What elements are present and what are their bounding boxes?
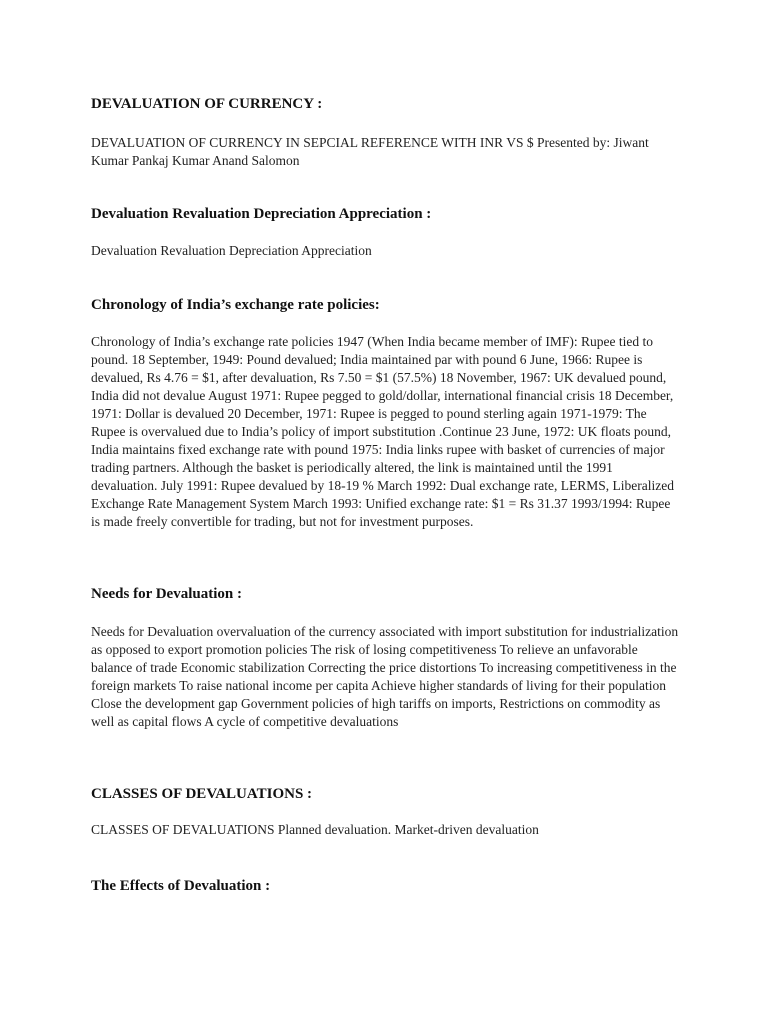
section-heading-terms: Devaluation Revaluation Depreciation Appreciation : xyxy=(91,206,432,222)
section-heading-classes: CLASSES OF DEVALUATIONS : xyxy=(91,786,313,802)
section-heading-devaluation: DEVALUATION OF CURRENCY : xyxy=(91,96,323,112)
section-body-needs: Needs for Devaluation overvaluation of the currency associated with import substitution for industrialization as opposed to export promotion policies The risk of losing competitiveness To relieve an unfavorable balance of trade Economic stabilization Correcting the price distortions To increasing competitiveness in the foreign markets To raise national income per capita Achieve higher standards of living for their population Close the development gap Government policies of high tariffs on imports, Restrictions on commodity as well as capital flows A cycle of competitive devaluations xyxy=(91,624,679,729)
section-body-devaluation: DEVALUATION OF CURRENCY IN SEPCIAL REFERENCE WITH INR VS $ Presented by: Jiwant Kumar Pankaj Kumar Anand Salomon xyxy=(91,135,649,168)
section-body-classes: CLASSES OF DEVALUATIONS Planned devaluation. Market-driven devaluation xyxy=(91,822,539,837)
section-body-terms: Devaluation Revaluation Depreciation Appreciation xyxy=(91,243,372,258)
section-heading-chronology: Chronology of India’s exchange rate policies: xyxy=(91,297,380,313)
section-body-chronology: Chronology of India’s exchange rate policies 1947 (When India became member of IMF): Rupee tied to pound. 18 September, 1949: Pound devalued; India maintained par with pound 6 June, 1966: Rupee is devalued, Rs 4.76 = $1, after devaluation, Rs 7.50 = $1 (57.5%) 18 November, 1967: UK devalued pound, India did not devalue August 1971: Rupee pegged to gold/dollar, international financial crisis 18 December, 1971: Dollar is devalued 20 December, 1971: Rupee is pegged to pound sterling again 1971-1979: The Rupee is overvalued due to India’s policy of import substitution .Continue 23 June, 1972: UK floats pound, India maintains fixed exchange rate with pound 1975: India links rupee with basket of currencies of major trading partners. Although the basket is periodically altered, the link is maintained until the 1991 devaluation. July 1991: Rupee devalued by 18-19 % March 1992: Dual exchange rate, LERMS, Liberalized Exchange Rate Management System March 1993: Unified exchange rate: $1 = Rs 31.37 1993/1994: Rupee is made freely convertible for trading, but not for investment purposes. xyxy=(91,334,674,529)
section-heading-needs: Needs for Devaluation : xyxy=(91,586,242,602)
section-heading-effects: The Effects of Devaluation : xyxy=(91,878,271,894)
